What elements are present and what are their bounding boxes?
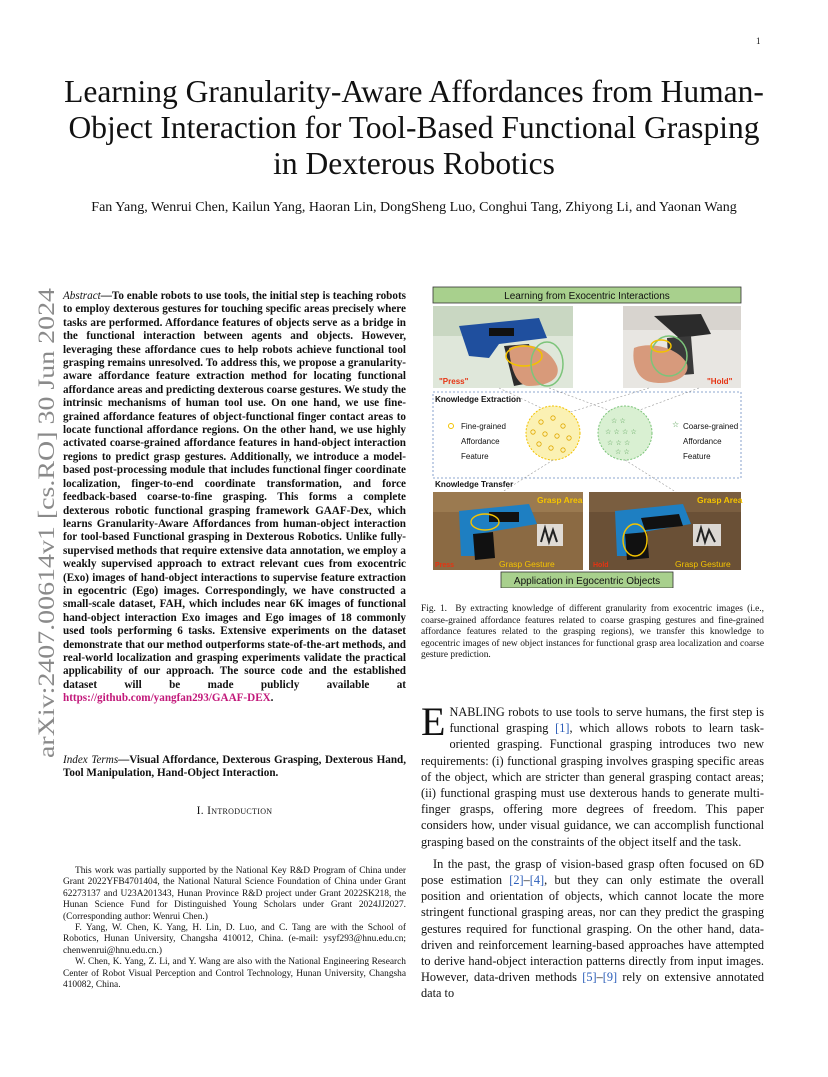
svg-text:arXiv:2407.00614v1 [cs.RO] 3: arXiv:2407.00614v1 [cs.RO] 30 Jun 2024 bbox=[34, 370, 59, 758]
citation-5[interactable]: [5] bbox=[582, 970, 597, 985]
press-small-label: Press bbox=[435, 562, 455, 569]
intro-dash-1: – bbox=[523, 873, 530, 888]
intro-p1-lead: NABLING robots to use tools to serve humans, the first step is functional grasping bbox=[449, 705, 764, 736]
exo-image-hold bbox=[623, 306, 741, 388]
intro-paragraph-1 bbox=[421, 699, 764, 850]
paper-title: Learning Granularity-Aware Affordances from Human-Object Interaction for Tool-Based Functional Grasping in Dexterous Robotics bbox=[64, 74, 764, 181]
intro-p2-b: , but they can only estimate the overall position and orientation of objects, which cannot locate the more stringent functional grasping areas, nor can they predict the grasping gestures required for functional grasping. On the other hand, data-driven and reinforcement learning-based approaches have attempted to derive hand-object interaction patterns directly from input images. However, data-driven methods bbox=[421, 873, 764, 985]
svg-text:☆ ☆: ☆ ☆ bbox=[611, 417, 626, 425]
coarse-label-2: Affordance bbox=[683, 437, 722, 446]
knowledge-extraction-label: Knowledge Extraction bbox=[435, 395, 521, 404]
hold-label: "Hold" bbox=[707, 377, 733, 386]
abstract-label: Abstract bbox=[63, 290, 101, 302]
introduction-body bbox=[421, 699, 764, 1002]
caption-text: By extracting knowledge of different granularity from exocentric images (i.e., coarse-grained affordance features related to coarse grasping gestures and fine-grained affordance features related to the grasping regions), we transfer this knowledge to egocentric images of new object instances for functional grasp area localization and coarse gesture prediction. bbox=[421, 604, 764, 661]
footnote-funding: This work was partially supported by the National Key R&D Program of China under Grant 2022YFB4701404, the National Natural Science Foundation of China under Grant 62273137 and U23A201343, Hunan Province R&D project under Grant 2022SK218, the Hunan Science Fund for Distinguished Young Scholars under Grant 2024JJ2027. (Corresponding author: Wenrui Chen.) bbox=[63, 866, 406, 922]
fine-label-2: Affordance bbox=[461, 437, 500, 446]
citation-9[interactable]: [9] bbox=[602, 970, 618, 985]
section-title: Introduction bbox=[207, 805, 273, 817]
bottom-banner-text: Application in Egocentric Objects bbox=[513, 576, 661, 587]
svg-text:☆ ☆ ☆ ☆: ☆ ☆ ☆ ☆ bbox=[605, 428, 637, 436]
abstract-end: . bbox=[270, 692, 274, 705]
abstract-text: —To enable robots to use tools, the initial step is teaching robots to employ dexterous gestures for touching specific areas precisely where tasks are performed. Affordance features of objects serve as a bridge in the functional interaction between agents and objects. However, leveraging these affordance cues to help robots achieve functional tool grasping remains unresolved. To address this, we propose a granularity-aware affordance feature extraction method for locating functional affordance areas and predicting dexterous coarse gestures. We study the intrinsic mechanisms of human tool use. On one hand, we use fine-grained affordance features of object-functional finger contact areas to locate functional affordance regions. On the other hand, we use highly activated coarse-grained affordance features in hand-object interaction regions to predict grasp gestures. Additionally, we introduce a model-based post-processing module that includes functional finger coordinate localization, finger-to-end coordinate transformation, and force feedback-based coarse-to-fine grasping. This forms a complete dexterous robotic functional grasping framework GAAF-Dex, which learns Granularity-Aware Affordances from human-object interaction for tool-based Functional grasping in Dexterous Robotics. Unlike fully-supervised methods that require extensive data annotation, we employ a weakly supervised approach to extract relevant cues from exocentric (Exo) images of hand-object interactions to supervise feature extraction in egocentric (Ego) images. Correspondingly, we have constructed a small-scale dataset, FAH, which includes near 6K images of functional hand-object interaction Exo images and Ego images of 18 commonly used tools performing 6 tasks. Extensive experiments on the dataset demonstrate that our method outperforms state-of-the-art methods, and real-world localization and grasping experiments validate the practical applicability of our approach. The source code and the established dataset will be made publicly available at bbox=[63, 290, 406, 691]
svg-text:☆: ☆ bbox=[672, 420, 680, 429]
index-terms-text: —Visual Affordance, Dexterous Grasping, Dexterous Hand, Tool Manipulation, Hand-Object Interaction. bbox=[63, 754, 406, 780]
svg-text:☆ ☆ ☆: ☆ ☆ ☆ bbox=[607, 439, 631, 447]
figure-1 bbox=[429, 286, 759, 588]
page-number: 1 bbox=[756, 36, 761, 46]
svg-text:☆ ☆: ☆ ☆ bbox=[615, 448, 630, 456]
section-heading bbox=[63, 805, 406, 817]
ego-image-left bbox=[433, 492, 583, 570]
fine-label-1: Fine-grained bbox=[461, 422, 506, 431]
figure-caption bbox=[421, 604, 764, 662]
abstract bbox=[63, 290, 406, 706]
caption-label: Fig. 1. bbox=[421, 604, 448, 614]
fine-label-3: Feature bbox=[461, 452, 489, 461]
intro-p2-c: rely on extensive annotated data to bbox=[421, 970, 764, 1001]
code-link[interactable]: https://github.com/yangfan293/GAAF-DEX bbox=[63, 692, 271, 705]
section-number: I. bbox=[196, 805, 208, 817]
drop-cap: E bbox=[421, 699, 446, 744]
coarse-label-3: Feature bbox=[683, 452, 711, 461]
fine-feature-circle bbox=[526, 406, 580, 460]
footnote-affiliation-2: W. Chen, K. Yang, Z. Li, and Y. Wang are also with the National Engineering Research Center of Robot Visual Perception and Control Technology, Hunan University, Changsha 410082, China. bbox=[63, 957, 406, 991]
grasp-area-right: Grasp Area bbox=[697, 495, 743, 505]
citation-1[interactable]: [1] bbox=[555, 721, 570, 736]
intro-dash-2: – bbox=[596, 970, 603, 985]
grasp-gesture-right: Grasp Gesture bbox=[675, 559, 731, 569]
citation-2[interactable]: [2] bbox=[509, 873, 524, 888]
press-label: "Press" bbox=[439, 377, 469, 386]
footnotes bbox=[63, 866, 406, 991]
exo-image-press bbox=[433, 306, 573, 388]
index-terms-label: Index Terms bbox=[63, 754, 119, 766]
ego-image-right bbox=[589, 492, 743, 570]
author-list: Fan Yang, Wenrui Chen, Kailun Yang, Haoran Lin, DongSheng Luo, Conghui Tang, Zhiyong Li, and Yaonan Wang bbox=[91, 200, 737, 215]
intro-p2-a: In the past, the grasp of vision-based grasp often focused on 6D pose estimation bbox=[421, 856, 764, 888]
intro-paragraph-2 bbox=[421, 856, 764, 1002]
intro-p1-rest: , which allows robots to learn task-oriented grasping. Functional grasping introduces two new requirements: (i) functional grasping involves grasping specific areas of the object, which are stricter than general grasping contact areas; (ii) functional grasping must use dexterous hands to generate multi-finger grasps, offering more degrees of freedom. This paper considers how, under visual guidance, we can accomplish functional grasping based on the constraints of the object itself and the task. bbox=[421, 721, 764, 849]
coarse-label-1: Coarse-grained bbox=[683, 422, 739, 431]
grasp-area-left: Grasp Area bbox=[537, 495, 583, 505]
grasp-gesture-left: Grasp Gesture bbox=[499, 559, 555, 569]
top-banner-text: Learning from Exocentric Interactions bbox=[504, 291, 670, 302]
knowledge-transfer-label: Knowledge Transfer bbox=[435, 480, 514, 489]
hold-small-label: Hold bbox=[593, 562, 609, 569]
citation-4[interactable]: [4] bbox=[529, 873, 545, 888]
footnote-affiliation-1: F. Yang, W. Chen, K. Yang, H. Lin, D. Luo, and C. Tang are with the School of Robotics, Hunan University, Changsha 410012, China. (e-mail: ysyf293@hnu.edu.cn; chenwenrui@hnu.edu.cn.) bbox=[63, 923, 406, 956]
index-terms bbox=[63, 754, 406, 781]
extraction-box bbox=[433, 392, 741, 478]
